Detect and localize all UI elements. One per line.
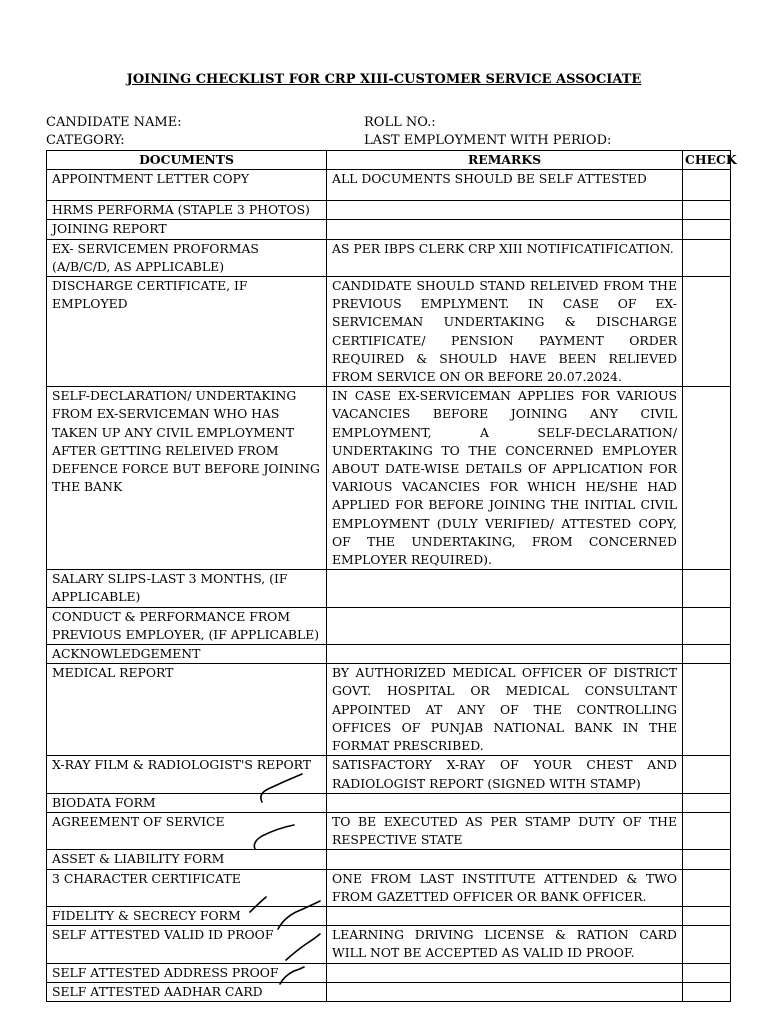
document-cell: HRMS PERFORMA (STAPLE 3 PHOTOS): [47, 201, 327, 220]
roll-no-label: ROLL NO.:: [364, 115, 436, 130]
candidate-name-label: CANDIDATE NAME:: [46, 115, 182, 130]
check-cell[interactable]: [683, 239, 731, 276]
remarks-cell: [327, 906, 683, 925]
header-remarks: REMARKS: [327, 151, 683, 170]
table-row: [47, 570, 731, 607]
remarks-cell: IN CASE EX-SERVICEMAN APPLIES FOR VARIOUS VACANCIES BEFORE JOINING ANY CIVIL EMPLOYMENT, A SELF-DECLARATION/ UNDERTAKING TO THE CONCERNED EMPLOYER ABOUT DATE-WISE DETAILS OF APPLICATION FOR VARIOUS VACANCIES FOR WHICH HE/SHE HAD APPLIED FOR BEFORE JOINING THE INITIAL CIVIL EMPLOYMENT (DULY VERIFIED/ ATTESTED COPY, OF THE UNDERTAKING, FROM CONCERNED EMPLOYER REQUIRED).: [327, 387, 683, 570]
remarks-cell: TO BE EXECUTED AS PER STAMP DUTY OF THE RESPECTIVE STATE: [327, 812, 683, 849]
document-cell: 3 CHARACTER CERTIFICATE: [47, 869, 327, 906]
document-cell: FIDELITY & SECRECY FORM: [47, 906, 327, 925]
document-cell: SELF ATTESTED AADHAR CARD: [47, 982, 327, 1001]
check-cell[interactable]: [683, 664, 731, 756]
check-cell[interactable]: [683, 963, 731, 982]
table-row: [47, 756, 731, 793]
header-documents: DOCUMENTS: [47, 151, 327, 170]
table-row: [47, 963, 731, 982]
remarks-cell: SATISFACTORY X-RAY OF YOUR CHEST AND RADIOLOGIST REPORT (SIGNED WITH STAMP): [327, 756, 683, 793]
remarks-cell: [327, 645, 683, 664]
document-cell: SELF ATTESTED VALID ID PROOF: [47, 926, 327, 963]
check-cell[interactable]: [683, 812, 731, 849]
table-row: [47, 982, 731, 1001]
remarks-cell: CANDIDATE SHOULD STAND RELEIVED FROM THE PREVIOUS EMPLYMENT. IN CASE OF EX-SERVICEMAN UNDERTAKING & DISCHARGE CERTIFICATE/ PENSION PAYMENT ORDER REQUIRED & SHOULD HAVE BEEN RELIEVED FROM SERVICE ON OR BEFORE 20.07.2024.: [327, 277, 683, 387]
document-cell: MEDICAL REPORT: [47, 664, 327, 756]
check-cell[interactable]: [683, 793, 731, 812]
check-cell[interactable]: [683, 906, 731, 925]
remarks-cell: [327, 570, 683, 607]
document-cell: ACKNOWLEDGEMENT: [47, 645, 327, 664]
check-cell[interactable]: [683, 277, 731, 387]
document-cell: CONDUCT & PERFORMANCE FROM PREVIOUS EMPLOYER, (IF APPLICABLE): [47, 607, 327, 644]
remarks-cell: [327, 963, 683, 982]
document-cell: APPOINTMENT LETTER COPY: [47, 170, 327, 201]
table-row: [47, 793, 731, 812]
remarks-cell: [327, 982, 683, 1001]
header-check: CHECK: [683, 151, 731, 170]
remarks-cell: BY AUTHORIZED MEDICAL OFFICER OF DISTRICT GOVT. HOSPITAL OR MEDICAL CONSULTANT APPOINTED AT ANY OF THE CONTROLLING OFFICES OF PUNJAB NATIONAL BANK IN THE FORMAT PRESCRIBED.: [327, 664, 683, 756]
document-cell: SELF-DECLARATION/ UNDERTAKING FROM EX-SERVICEMAN WHO HAS TAKEN UP ANY CIVIL EMPLOYMENT AFTER GETTING RELEIVED FROM DEFENCE FORCE BUT BEFORE JOINING THE BANK: [47, 387, 327, 570]
check-cell[interactable]: [683, 170, 731, 201]
table-row: [47, 220, 731, 239]
check-cell[interactable]: [683, 570, 731, 607]
table-row: [47, 170, 731, 201]
remarks-cell: [327, 607, 683, 644]
check-cell[interactable]: [683, 201, 731, 220]
document-cell: AGREEMENT OF SERVICE: [47, 812, 327, 849]
check-cell[interactable]: [683, 756, 731, 793]
remarks-cell: ONE FROM LAST INSTITUTE ATTENDED & TWO FROM GAZETTED OFFICER OR BANK OFFICER.: [327, 869, 683, 906]
document-cell: JOINING REPORT: [47, 220, 327, 239]
table-header-row: [47, 151, 731, 170]
table-row: [47, 926, 731, 963]
last-employment-label: LAST EMPLOYMENT WITH PERIOD:: [364, 133, 612, 148]
table-row: [47, 664, 731, 756]
remarks-cell: [327, 793, 683, 812]
table-row: [47, 812, 731, 849]
check-cell[interactable]: [683, 645, 731, 664]
table-row: [47, 201, 731, 220]
document-cell: ASSET & LIABILITY FORM: [47, 850, 327, 869]
table-row: [47, 607, 731, 644]
check-cell[interactable]: [683, 220, 731, 239]
table-row: [47, 906, 731, 925]
table-row: [47, 239, 731, 276]
table-row: [47, 277, 731, 387]
check-cell[interactable]: [683, 869, 731, 906]
table-row: [47, 850, 731, 869]
remarks-cell: ALL DOCUMENTS SHOULD BE SELF ATTESTED: [327, 170, 683, 201]
remarks-cell: [327, 220, 683, 239]
remarks-cell: AS PER IBPS CLERK CRP XIII NOTIFICATIFICATION.: [327, 239, 683, 276]
remarks-cell: LEARNING DRIVING LICENSE & RATION CARD WILL NOT BE ACCEPTED AS VALID ID PROOF.: [327, 926, 683, 963]
category-label: CATEGORY:: [46, 133, 125, 148]
document-cell: SALARY SLIPS-LAST 3 MONTHS, (IF APPLICABLE): [47, 570, 327, 607]
document-cell: EX- SERVICEMEN PROFORMAS (A/B/C/D, AS APPLICABLE): [47, 239, 327, 276]
check-cell[interactable]: [683, 926, 731, 963]
page-title: JOINING CHECKLIST FOR CRP XIII-CUSTOMER SERVICE ASSOCIATE: [126, 72, 642, 87]
table-row: [47, 645, 731, 664]
check-cell[interactable]: [683, 607, 731, 644]
document-cell: BIODATA FORM: [47, 793, 327, 812]
remarks-cell: [327, 201, 683, 220]
remarks-cell: [327, 850, 683, 869]
document-cell: SELF ATTESTED ADDRESS PROOF: [47, 963, 327, 982]
check-cell[interactable]: [683, 850, 731, 869]
table-row: [47, 869, 731, 906]
document-cell: DISCHARGE CERTIFICATE, IF EMPLOYED: [47, 277, 327, 387]
joining-checklist-table: [46, 150, 737, 1002]
check-cell[interactable]: [683, 387, 731, 570]
check-cell[interactable]: [683, 982, 731, 1001]
document-cell: X-RAY FILM & RADIOLOGIST'S REPORT: [47, 756, 327, 793]
table-row: [47, 387, 731, 570]
